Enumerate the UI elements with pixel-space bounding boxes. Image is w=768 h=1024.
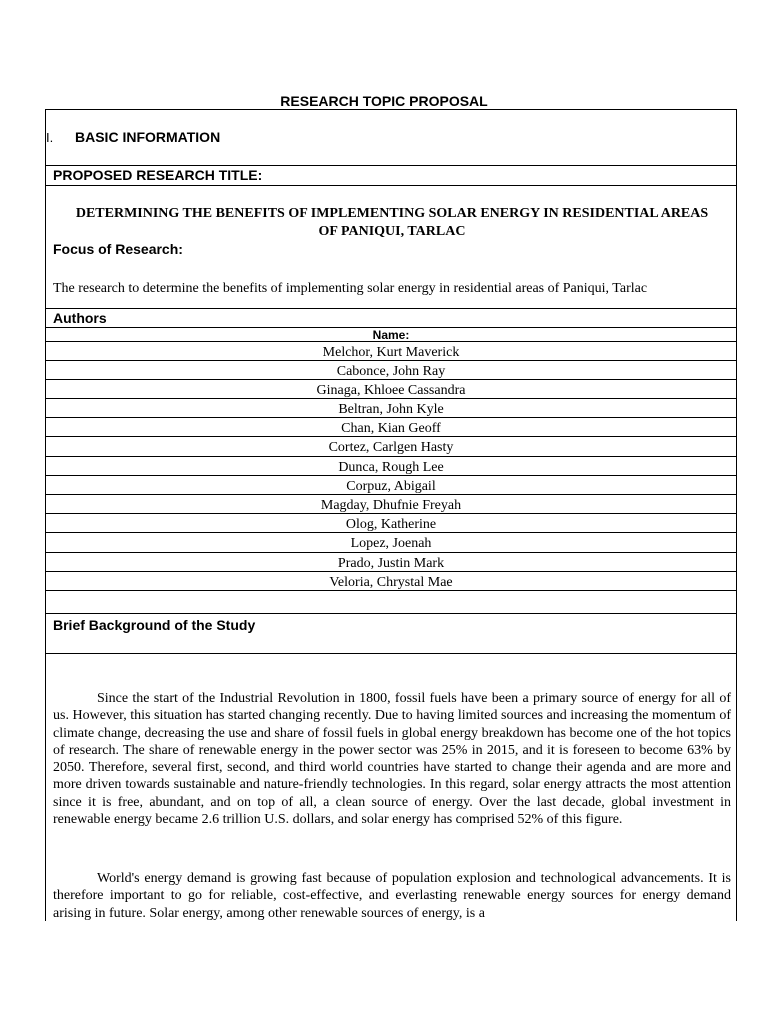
author-row: Prado, Justin Mark (337, 556, 445, 571)
background-paragraph: Since the start of the Industrial Revolution in 1800, fossil fuels have been a primary source of energy for all of us. However, this situation has started changing recently. Due to having limited sources and increasing the momentum of climate change, decreasing the use and share of fossil fuels in global energy breakdown has become one of the hot topics of research. The share of renewable energy in the power sector was 25% in 2015, and it is foreseen to become 63% by 2050. Therefore, several first, second, and third world countries have started to change their agenda and are more and more driven towards sustainable and nature-friendly technologies. In this regard, solar energy attracts the most attention since it is free, abundant, and on top of all, a clean source of energy. Over the last decade, global investment in renewable energy became 2.6 trillion U.S. dollars, and solar energy has comprised 52% of this figure. (53, 691, 731, 828)
author-row: Ginaga, Khloee Cassandra (316, 383, 466, 398)
research-title: DETERMINING THE BENEFITS OF IMPLEMENTING SOLAR ENERGY IN RESIDENTIAL AREAS OF PANIQUI, TARLAC (75, 206, 709, 239)
author-row: Beltran, John Kyle (338, 402, 444, 417)
divider (46, 308, 736, 309)
proposed-title-label: PROPOSED RESEARCH TITLE: (53, 167, 263, 183)
background-label: Brief Background of the Study (53, 617, 256, 633)
divider (46, 653, 736, 654)
author-row: Corpuz, Abigail (346, 479, 436, 494)
name-column-header: Name: (372, 328, 410, 342)
focus-label: Focus of Research: (53, 241, 183, 257)
author-row: Melchor, Kurt Maverick (322, 345, 460, 360)
author-row: Cortez, Carlgen Hasty (328, 440, 454, 455)
authors-label: Authors (53, 310, 107, 326)
focus-text: The research to determine the benefits of implementing solar energy in residential areas of Paniqui, Tarlac (53, 281, 648, 296)
basic-information-heading: BASIC INFORMATION (75, 129, 221, 145)
author-row: Magday, Dhufnie Freyah (320, 498, 462, 513)
author-row: Cabonce, John Ray (336, 364, 446, 379)
section-number: I. (46, 130, 54, 145)
author-row: Olog, Katherine (345, 517, 437, 532)
proposal-form-table (45, 109, 737, 921)
divider (46, 185, 736, 186)
author-row: Veloria, Chrystal Mae (329, 575, 453, 590)
author-row: Chan, Kian Geoff (341, 421, 441, 436)
divider (46, 613, 736, 614)
background-paragraph: World's energy demand is growing fast because of population explosion and technological advancements. It is therefore important to go for reliable, cost-effective, and everlasting renewable energy sources for energy demand arising in future. Solar energy, among other renewable sources of energy, is a (53, 871, 731, 921)
divider (46, 165, 736, 166)
author-row: Dunca, Rough Lee (338, 460, 444, 475)
author-row: Lopez, Joenah (350, 536, 432, 551)
document-title: RESEARCH TOPIC PROPOSAL (280, 93, 488, 109)
